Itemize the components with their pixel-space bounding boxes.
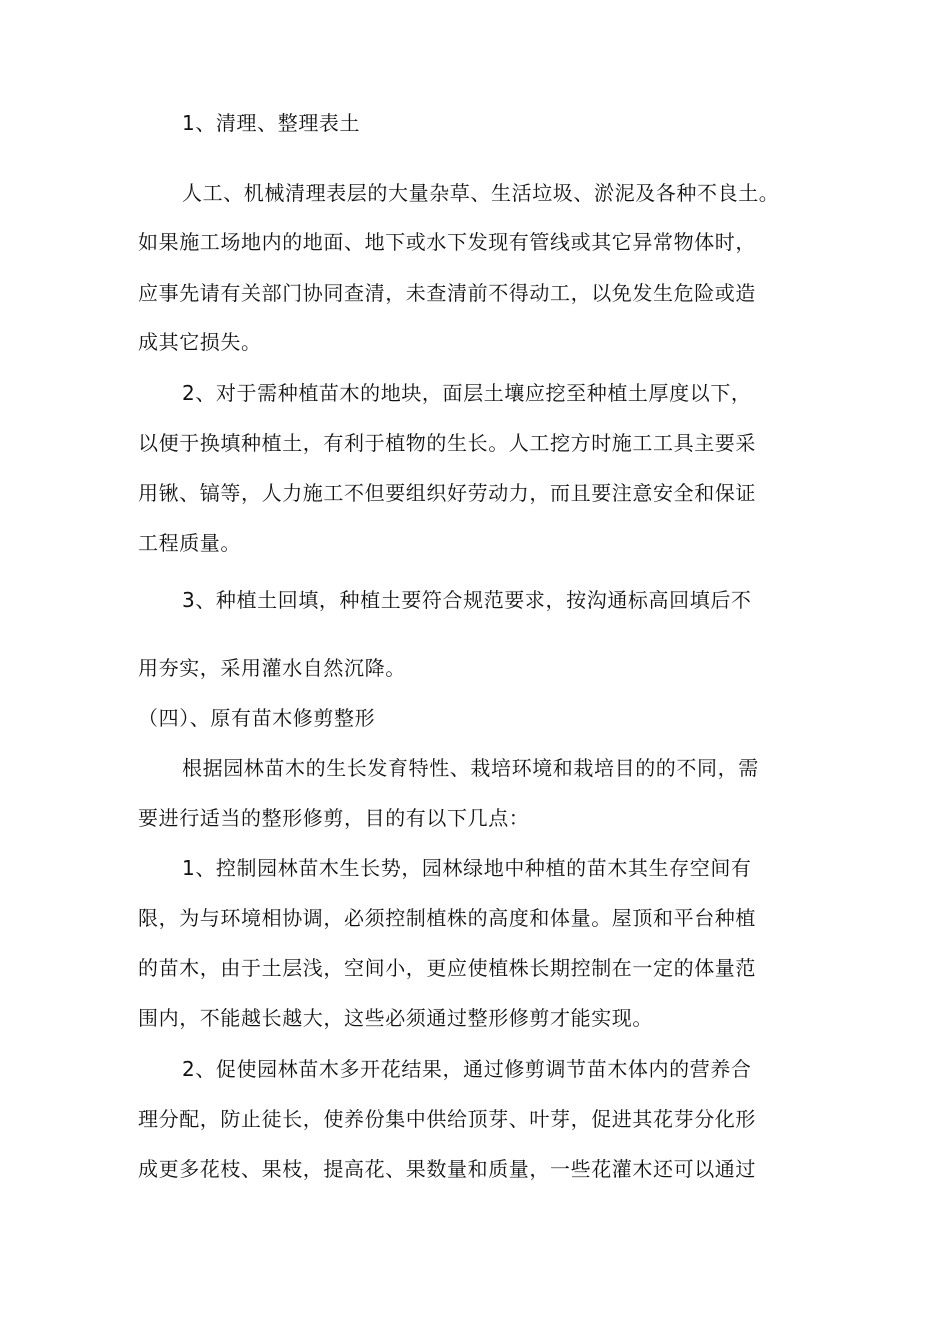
- paragraph-line: 2、促使园林苗木多开花结果，通过修剪调节苗木体内的营养合: [182, 1057, 752, 1081]
- paragraph-line: 要进行适当的整形修剪，目的有以下几点：: [138, 806, 530, 830]
- paragraph-line: 以便于换填种植土，有利于植物的生长。人工挖方时施工工具主要采: [138, 431, 756, 455]
- paragraph-line: 3、种植土回填，种植土要符合规范要求，按沟通标高回填后不: [182, 588, 752, 612]
- paragraph-line: 如果施工场地内的地面、地下或水下发现有管线或其它异常物体时，: [138, 230, 756, 254]
- paragraph-line: 人工、机械清理表层的大量杂草、生活垃圾、淤泥及各种不良土。: [182, 181, 780, 205]
- paragraph-line: 成更多花枝、果枝，提高花、果数量和质量，一些花灌木还可以通过: [138, 1157, 756, 1181]
- paragraph-line: 工程质量。: [138, 531, 241, 555]
- paragraph-line: 1、控制园林苗木生长势，园林绿地中种植的苗木其生存空间有: [182, 856, 752, 880]
- paragraph-line: 用夯实，采用灌水自然沉降。: [138, 656, 406, 680]
- section-heading-pruning: （四）、原有苗木修剪整形: [138, 706, 376, 730]
- paragraph-line: 围内，不能越长越大，这些必须通过整形修剪才能实现。: [138, 1006, 653, 1030]
- section-heading-clear-topsoil: 1、清理、整理表土: [182, 111, 361, 135]
- paragraph-line: 2、对于需种植苗木的地块，面层土壤应挖至种植土厚度以下，: [182, 381, 752, 405]
- paragraph-line: 的苗木，由于土层浅，空间小，更应使植株长期控制在一定的体量范: [138, 956, 756, 980]
- paragraph-line: 限，为与环境相协调，必须控制植株的高度和体量。屋顶和平台种植: [138, 906, 756, 930]
- paragraph-line: 用锹、镐等，人力施工不但要组织好劳动力，而且要注意安全和保证: [138, 481, 756, 505]
- paragraph-line: 成其它损失。: [138, 330, 262, 354]
- paragraph-line: 理分配，防止徒长，使养份集中供给顶芽、叶芽，促进其花芽分化形: [138, 1107, 756, 1131]
- paragraph-line: 应事先请有关部门协同查清，未查清前不得动工，以免发生危险或造: [138, 281, 756, 305]
- paragraph-line: 根据园林苗木的生长发育特性、栽培环境和栽培目的的不同，需: [182, 756, 759, 780]
